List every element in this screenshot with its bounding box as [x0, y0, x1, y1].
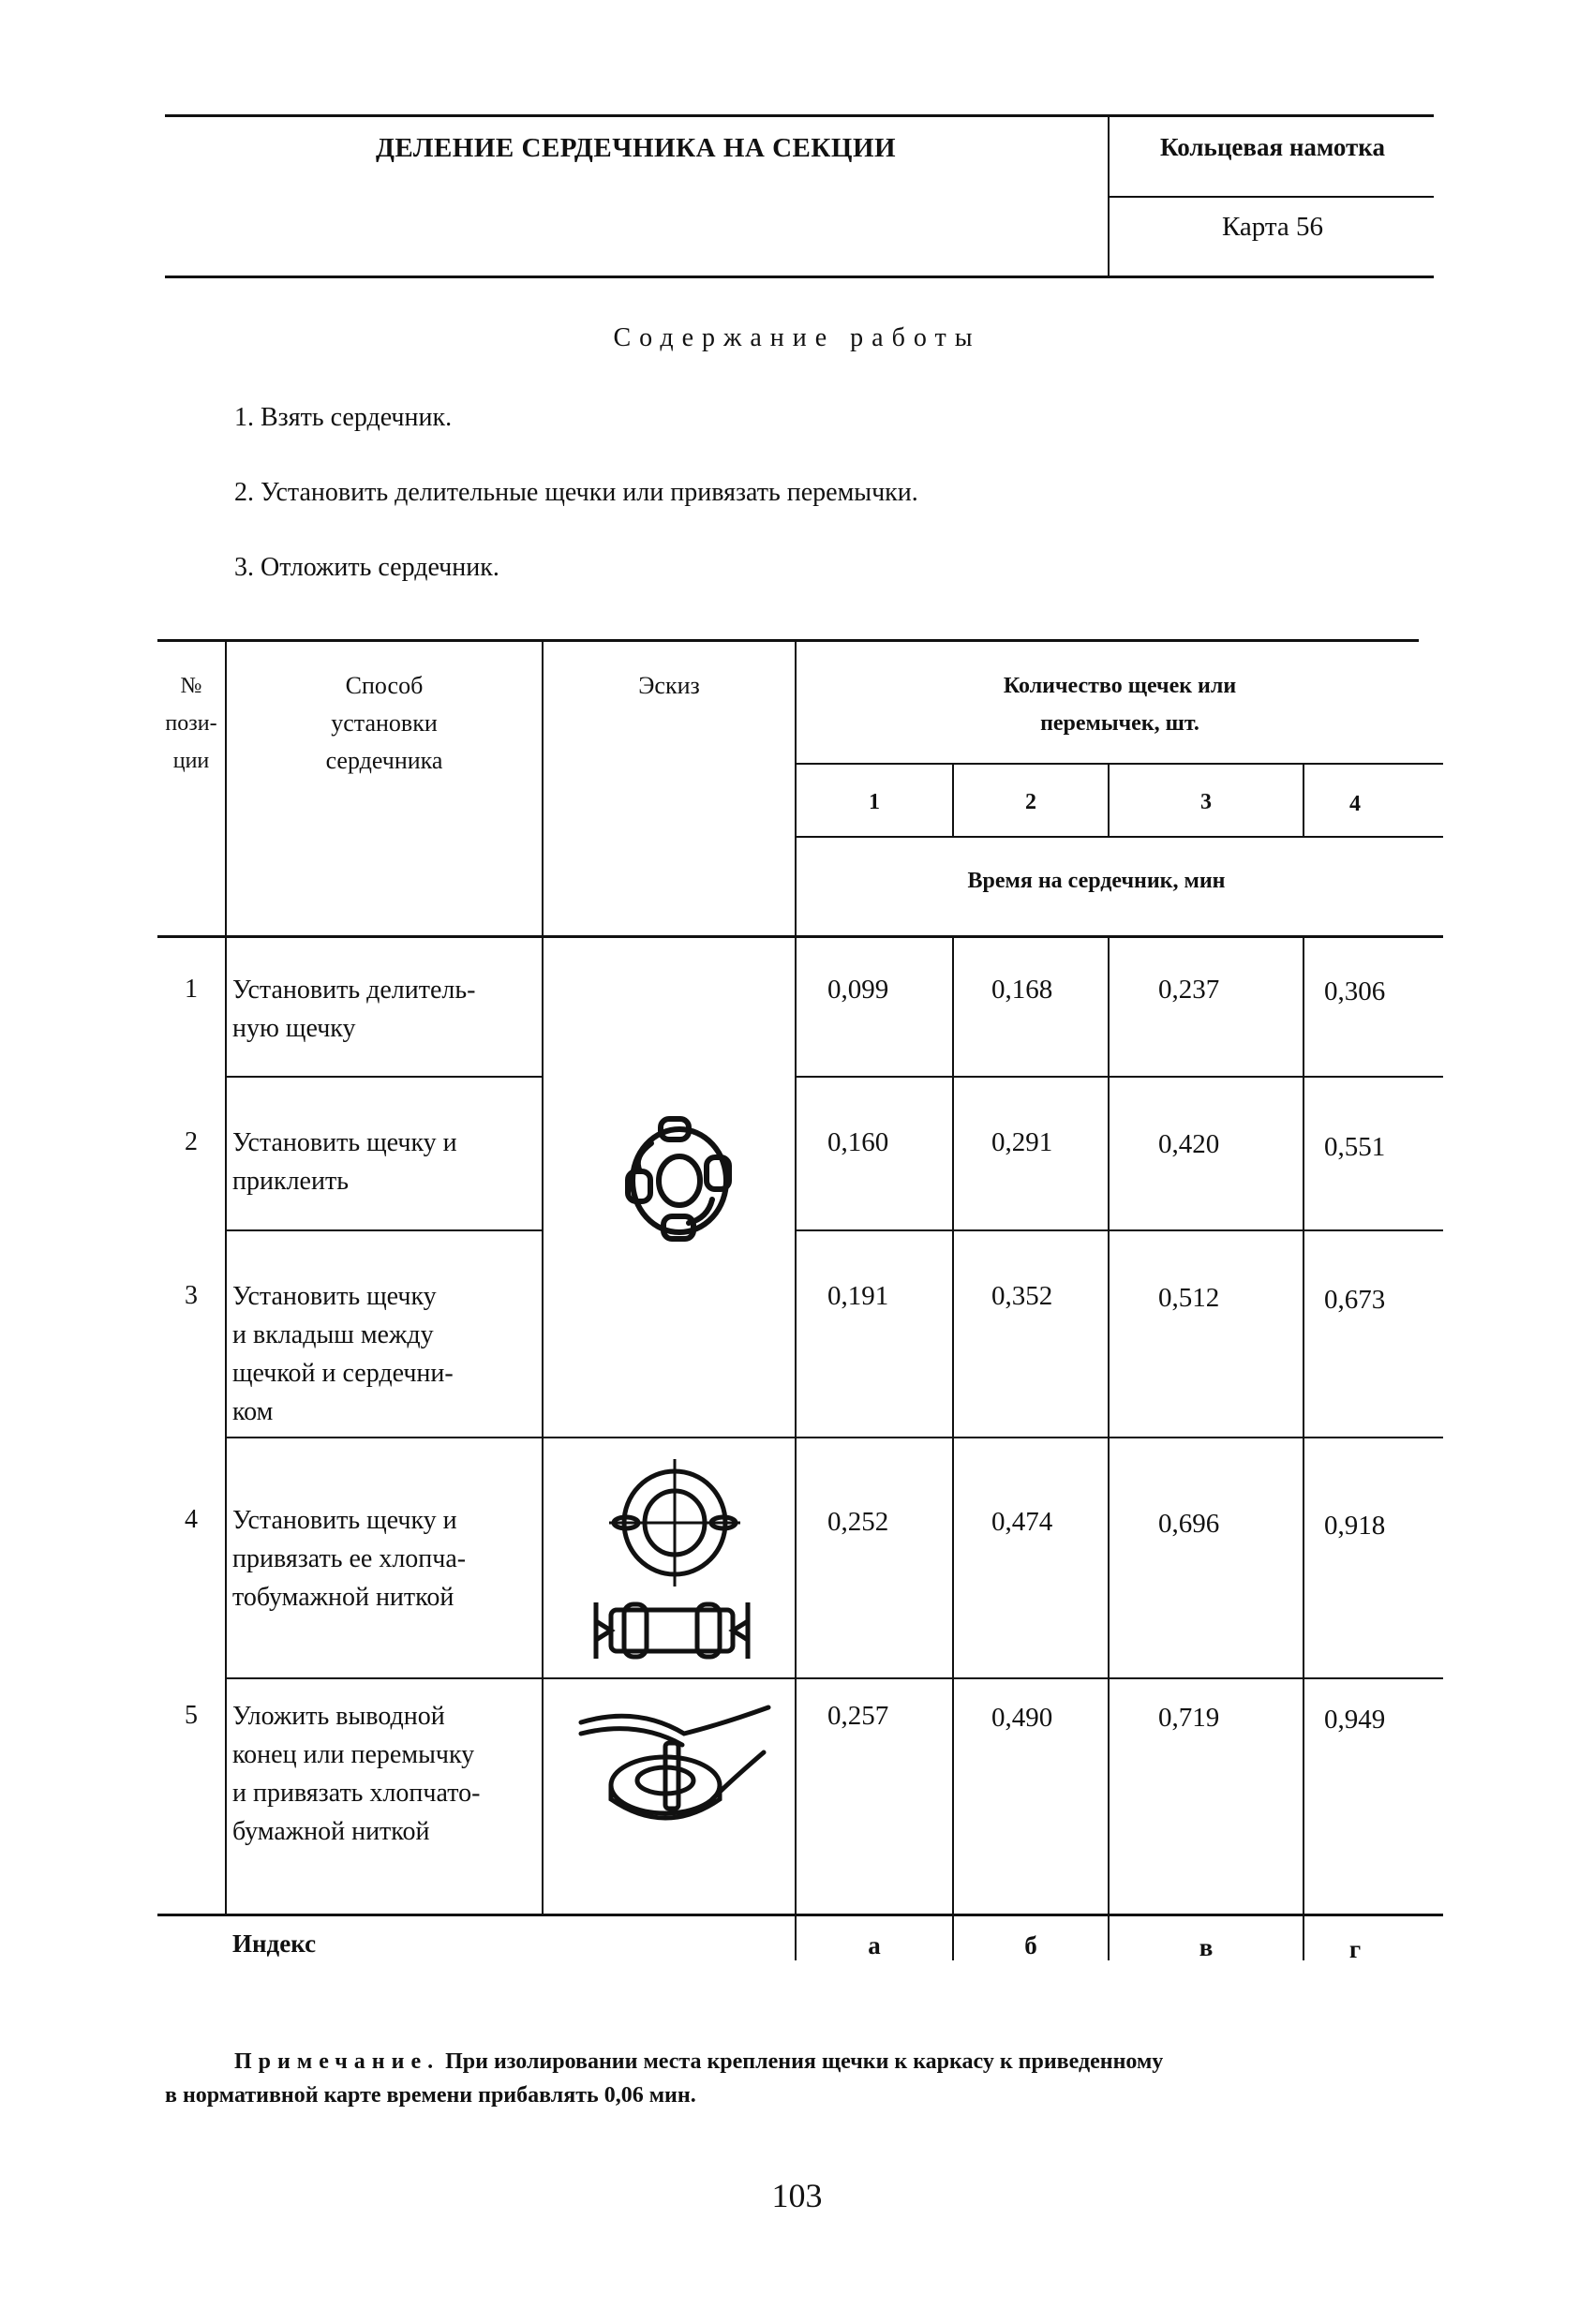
row-1-value-1: 0,099 [827, 975, 889, 1005]
row-1-desc-line-1: Установить делитель- [232, 976, 476, 1005]
row-4-value-2: 0,474 [991, 1507, 1053, 1537]
row-4-desc-line-2: привязать ее хлопча- [232, 1544, 467, 1573]
col-divider-1-body [952, 935, 954, 1960]
row-5-value-3: 0,719 [1158, 1703, 1220, 1733]
row-3-rule [225, 1437, 1443, 1438]
toroid-lead-sketch [572, 1696, 778, 1837]
count-bottom-rule [797, 836, 1443, 838]
row-3-description [232, 1277, 542, 1431]
row-2-desc-line-2: приклеить [232, 1167, 349, 1196]
row-1-description [232, 971, 542, 1048]
row-1-desc-line-2: ную щечку [232, 1014, 356, 1043]
count-col-1: 1 [869, 790, 880, 814]
header-position-line-3: ции [172, 749, 210, 773]
count-col-2: 2 [1025, 790, 1036, 814]
row-3-value-3: 0,512 [1158, 1283, 1220, 1313]
note-text-2: в нормативной карте времени прибавлять 0,06 мин. [165, 2083, 696, 2108]
col-divider-pos [225, 639, 227, 1914]
row-2-value-3: 0,420 [1158, 1129, 1220, 1159]
row-2-description [232, 1124, 542, 1200]
row-4-description [232, 1501, 542, 1616]
col-divider-method [542, 639, 544, 1914]
row-3-value-1: 0,191 [827, 1281, 889, 1311]
row-3-value-4: 0,673 [1324, 1285, 1386, 1315]
row-1-value-3: 0,237 [1158, 975, 1220, 1005]
page-number: 103 [771, 2177, 823, 2214]
index-b: б [1024, 1931, 1037, 1959]
row-1-rule [225, 1076, 542, 1078]
toroid-cheeks-sketch [609, 1106, 750, 1256]
row-4-value-3: 0,696 [1158, 1509, 1220, 1539]
row-1-rule-values [797, 1076, 1443, 1078]
header-position [157, 667, 225, 780]
category-label: Кольцевая намотка [1160, 133, 1385, 161]
header-position-line-2: пози- [165, 711, 217, 736]
header-bottom-rule [165, 276, 1434, 278]
card-number: Карта 56 [1221, 212, 1324, 242]
header-count-line-2: перемычек, шт. [1040, 711, 1199, 736]
header-top-rule [165, 114, 1434, 117]
count-subheader-rule [797, 763, 1443, 765]
col-divider-3-body [1303, 935, 1304, 1960]
toroid-tied-side-sketch [592, 1593, 752, 1668]
step-3: 3. Отложить сердечник. [234, 553, 499, 582]
col-divider-sketch [795, 639, 797, 1960]
row-5-description [232, 1697, 542, 1851]
header-time: Время на сердечник, мин [967, 869, 1226, 893]
row-5-value-4: 0,949 [1324, 1705, 1386, 1735]
header-bottom-rule [157, 935, 1443, 938]
row-3-desc-line-3: щечкой и сердечни- [232, 1359, 454, 1388]
row-2-value-1: 0,160 [827, 1127, 889, 1157]
count-col-3: 3 [1200, 790, 1212, 814]
row-1-value-4: 0,306 [1324, 976, 1386, 1006]
header-count [797, 667, 1443, 742]
count-col-4: 4 [1349, 792, 1361, 816]
note-line-1 [165, 2045, 1458, 2078]
header-method [227, 667, 542, 780]
row-5-desc-line-1: Уложить выводной [232, 1702, 445, 1731]
row-5-value-1: 0,257 [827, 1701, 889, 1731]
note-label: Примечание. [234, 2049, 440, 2074]
index-a: а [868, 1931, 881, 1959]
row-1-value-2: 0,168 [991, 975, 1053, 1005]
index-top-rule [157, 1914, 1443, 1916]
row-3-value-2: 0,352 [991, 1281, 1053, 1311]
row-2-position: 2 [185, 1127, 198, 1156]
row-5-desc-line-2: конец или перемычку [232, 1740, 475, 1769]
header-sketch: Эскиз [638, 672, 700, 699]
row-4-desc-line-3: тобумажной ниткой [232, 1583, 454, 1612]
toroid-tied-top-sketch [600, 1457, 750, 1588]
row-2-value-2: 0,291 [991, 1127, 1053, 1157]
step-1: 1. Взять сердечник. [234, 403, 453, 432]
row-5-position: 5 [185, 1701, 198, 1730]
row-5-desc-line-3: и привязать хлопчато- [232, 1779, 481, 1808]
note-block [165, 2045, 1458, 2112]
row-4-value-1: 0,252 [827, 1507, 889, 1537]
row-2-rule-values [797, 1229, 1443, 1231]
row-4-value-4: 0,918 [1324, 1511, 1386, 1541]
header-method-line-3: сердечника [325, 747, 443, 774]
row-4-desc-line-1: Установить щечку и [232, 1506, 457, 1535]
page-title: ДЕЛЕНИЕ СЕРДЕЧНИКА НА СЕКЦИИ [375, 133, 897, 163]
header-method-line-2: установки [331, 709, 438, 737]
row-3-desc-line-4: ком [232, 1397, 274, 1426]
row-2-rule [225, 1229, 542, 1231]
row-3-desc-line-1: Установить щечку [232, 1282, 437, 1311]
work-content-title: Содержание работы [613, 323, 981, 352]
note-text-1: При изолировании места крепления щечки к каркасу к приведенному [445, 2049, 1164, 2074]
row-1-position: 1 [185, 975, 198, 1004]
row-4-position: 4 [185, 1505, 198, 1534]
row-4-rule [225, 1677, 1443, 1679]
index-v: в [1199, 1933, 1214, 1961]
header-method-line-1: Способ [345, 672, 424, 699]
index-g: г [1348, 1935, 1362, 1963]
header-count-line-1: Количество щечек или [1003, 674, 1237, 698]
row-3-desc-line-2: и вкладыш между [232, 1320, 434, 1349]
index-label: Индекс [232, 1929, 317, 1958]
header-position-line-1: № [180, 674, 202, 698]
row-5-desc-line-4: бумажной ниткой [232, 1817, 430, 1846]
row-3-position: 3 [185, 1281, 198, 1310]
step-2: 2. Установить делительные щечки или привязать перемычки. [234, 478, 918, 507]
row-2-value-4: 0,551 [1324, 1132, 1386, 1162]
row-5-value-2: 0,490 [991, 1703, 1053, 1733]
col-divider-2-body [1108, 935, 1110, 1960]
table-top-rule [157, 639, 1419, 642]
row-2-desc-line-1: Установить щечку и [232, 1128, 457, 1157]
header-mid-rule [1108, 196, 1434, 198]
